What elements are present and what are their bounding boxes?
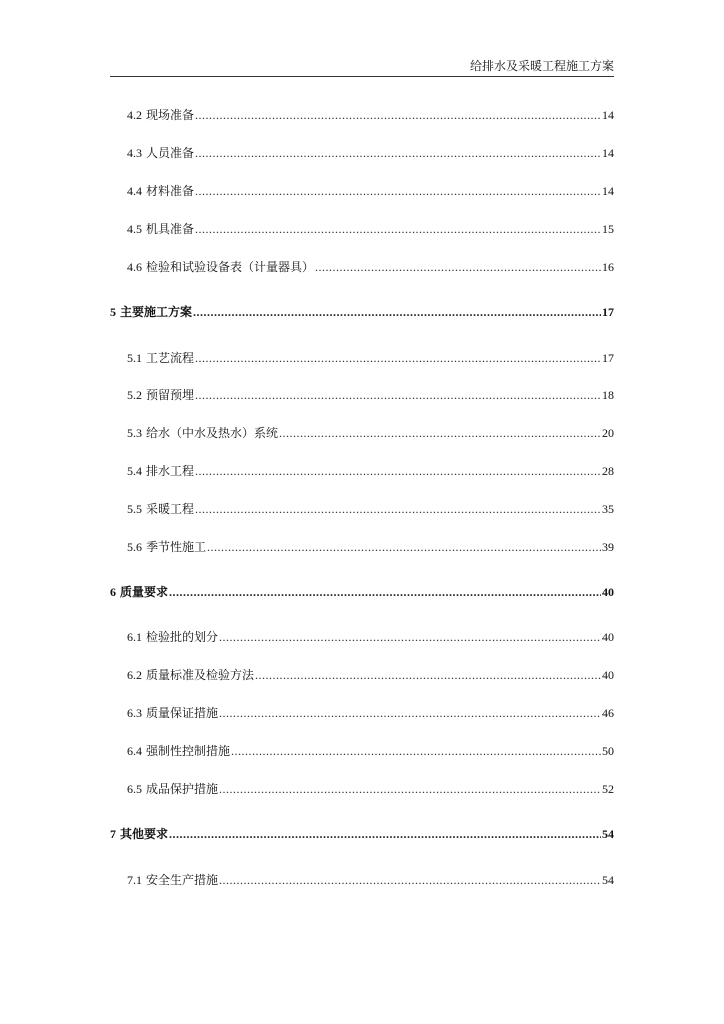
toc-entry-6-2[interactable] <box>127 667 614 683</box>
toc-entry-page: 39 <box>602 540 614 554</box>
toc-entry-number: 6.2 <box>127 668 142 682</box>
toc-dot-leader <box>315 259 601 275</box>
toc-dot-leader <box>195 221 601 237</box>
toc-entry-5-4[interactable] <box>127 463 614 479</box>
toc-entry-title: 安全生产措施 <box>146 873 219 887</box>
toc-entry-number: 5.6 <box>127 540 142 554</box>
toc-entry-number: 6 <box>110 585 116 599</box>
toc-dot-leader <box>195 183 601 199</box>
toc-entry-page: 35 <box>602 502 614 516</box>
toc-entry-4-6[interactable] <box>127 259 614 275</box>
toc-entry-title: 质量保证措施 <box>146 706 219 720</box>
toc-entry-5-5[interactable] <box>127 501 614 517</box>
toc-dot-leader <box>219 872 601 888</box>
toc-dot-leader <box>231 743 601 759</box>
toc-entry-title: 预留预埋 <box>146 388 195 402</box>
toc-dot-leader <box>169 584 601 600</box>
toc-entry-4-5[interactable] <box>127 221 614 237</box>
toc-entry-5-1[interactable] <box>127 350 614 366</box>
toc-dot-leader <box>219 781 601 797</box>
toc-entry-page: 50 <box>602 744 614 758</box>
toc-entry-number: 4.2 <box>127 108 142 122</box>
toc-entry-title: 机具准备 <box>146 222 195 236</box>
toc-entry-page: 40 <box>602 585 614 599</box>
toc-dot-leader <box>255 667 601 683</box>
toc-entry-6[interactable] <box>110 584 614 600</box>
toc-entry-page: 14 <box>602 146 614 160</box>
toc-entry-page: 16 <box>602 260 614 274</box>
toc-entry-number: 6.3 <box>127 706 142 720</box>
toc-dot-leader <box>207 539 601 555</box>
toc-entry-page: 15 <box>602 222 614 236</box>
toc-dot-leader <box>219 629 601 645</box>
toc-entry-number: 5.2 <box>127 388 142 402</box>
toc-dot-leader <box>279 425 601 441</box>
toc-dot-leader <box>169 826 601 842</box>
toc-entry-title: 质量标准及检验方法 <box>146 668 255 682</box>
toc-dot-leader <box>219 705 601 721</box>
toc-dot-leader <box>195 145 601 161</box>
toc-entry-6-1[interactable] <box>127 629 614 645</box>
toc-entry-4-4[interactable] <box>127 183 614 199</box>
toc-entry-number: 6.5 <box>127 782 142 796</box>
toc-entry-5-3[interactable] <box>127 425 614 441</box>
toc-entry-4-2[interactable] <box>127 107 614 123</box>
toc-entry-number: 5 <box>110 305 116 319</box>
toc-entry-page: 40 <box>602 630 614 644</box>
toc-entry-number: 6.4 <box>127 744 142 758</box>
toc-entry-page: 14 <box>602 184 614 198</box>
document-title: 给排水及采暖工程施工方案 <box>469 59 614 73</box>
toc-entry-5-6[interactable] <box>127 539 614 555</box>
toc-entry-title: 采暖工程 <box>146 502 195 516</box>
toc-entry-6-4[interactable] <box>127 743 614 759</box>
toc-entry-page: 46 <box>602 706 614 720</box>
toc-entry-title: 现场准备 <box>146 108 195 122</box>
toc-entry-number: 5.5 <box>127 502 142 516</box>
toc-entry-number: 4.3 <box>127 146 142 160</box>
toc-entry-6-3[interactable] <box>127 705 614 721</box>
toc-entry-number: 4.5 <box>127 222 142 236</box>
toc-entry-title: 成品保护措施 <box>146 782 219 796</box>
toc-entry-7-1[interactable] <box>127 872 614 888</box>
toc-entry-page: 40 <box>602 668 614 682</box>
toc-entry-title: 其他要求 <box>120 827 169 841</box>
toc-dot-leader <box>195 387 601 403</box>
toc-entry-title: 工艺流程 <box>146 351 195 365</box>
toc-entry-5-2[interactable] <box>127 387 614 403</box>
toc-entry-number: 4.6 <box>127 260 142 274</box>
toc-dot-leader <box>195 501 601 517</box>
toc-entry-number: 7 <box>110 827 116 841</box>
toc-entry-6-5[interactable] <box>127 781 614 797</box>
toc-entry-page: 54 <box>602 827 614 841</box>
toc-entry-5[interactable] <box>110 304 614 320</box>
toc-entry-number: 5.1 <box>127 351 142 365</box>
toc-entry-number: 5.3 <box>127 426 142 440</box>
toc-entry-7[interactable] <box>110 826 614 842</box>
toc-entry-title: 人员准备 <box>146 146 195 160</box>
toc-entry-title: 排水工程 <box>146 464 195 478</box>
toc-entry-title: 强制性控制措施 <box>146 744 231 758</box>
toc-entry-title: 给水（中水及热水）系统 <box>146 426 279 440</box>
toc-entry-page: 54 <box>602 873 614 887</box>
toc-entry-page: 28 <box>602 464 614 478</box>
toc-dot-leader <box>193 304 601 320</box>
toc-entry-title: 季节性施工 <box>146 540 207 554</box>
toc-entry-number: 5.4 <box>127 464 142 478</box>
toc-entry-title: 检验和试验设备表（计量器具） <box>146 260 315 274</box>
toc-entry-title: 检验批的划分 <box>146 630 219 644</box>
toc-entry-page: 17 <box>602 351 614 365</box>
toc-entry-number: 6.1 <box>127 630 142 644</box>
toc-dot-leader <box>195 107 601 123</box>
toc-entry-page: 52 <box>602 782 614 796</box>
toc-entry-number: 4.4 <box>127 184 142 198</box>
toc-entry-title: 主要施工方案 <box>120 305 193 319</box>
toc-dot-leader <box>195 463 601 479</box>
toc-entry-4-3[interactable] <box>127 145 614 161</box>
toc-entry-page: 14 <box>602 108 614 122</box>
toc-entry-title: 材料准备 <box>146 184 195 198</box>
toc-entry-page: 20 <box>602 426 614 440</box>
toc-entry-title: 质量要求 <box>120 585 169 599</box>
toc-entry-number: 7.1 <box>127 873 142 887</box>
toc-entry-page: 18 <box>602 388 614 402</box>
toc-dot-leader <box>195 350 601 366</box>
toc-entry-page: 17 <box>602 305 614 319</box>
